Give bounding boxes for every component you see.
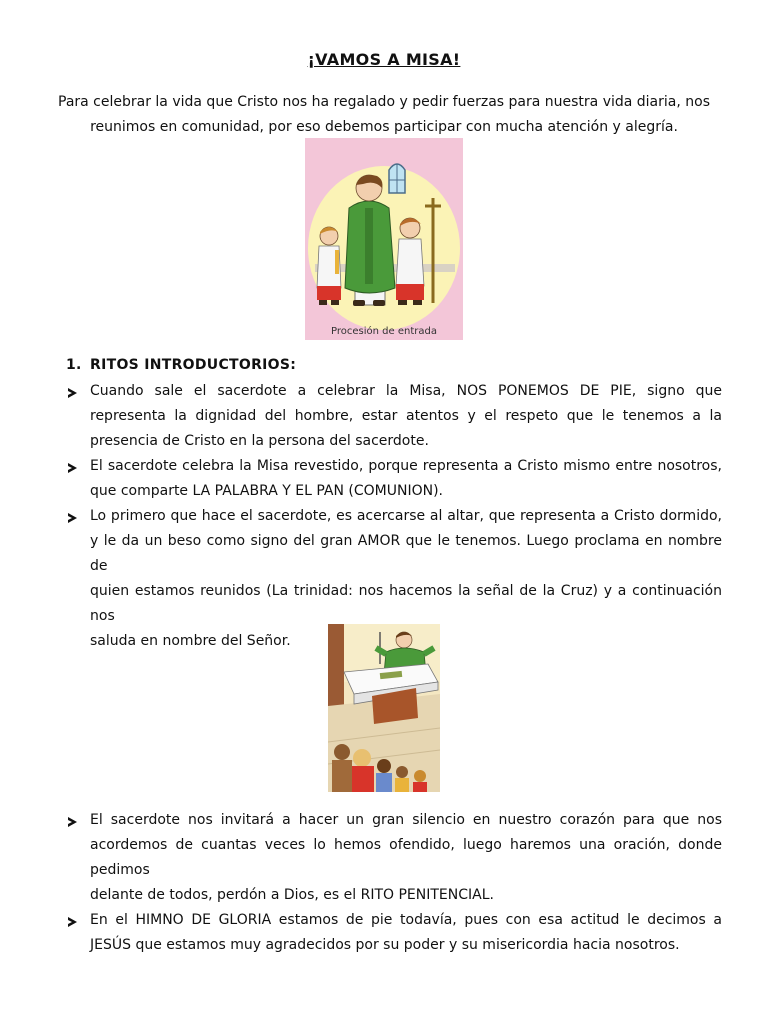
bullet-list (68, 379, 722, 654)
text-line: JESÚS que estamos muy agradecidos por su poder y su misericordia hacia nosotros. (90, 937, 680, 953)
section-heading (66, 357, 296, 373)
procession-illustration (305, 138, 463, 340)
altar-server-right (396, 218, 424, 305)
arrow-bullet-icon (68, 513, 77, 523)
section-number: 1. (66, 357, 82, 373)
text-line: Lo primero que hace el sacerdote, es acercarse al altar, que representa a Cristo dormido, (90, 508, 722, 524)
text-line: saluda en nombre del Señor. (90, 633, 291, 649)
text-line: El sacerdote celebra la Misa revestido, porque representa a Cristo mismo entre nosotros, (90, 458, 722, 474)
altar-server-left (317, 227, 341, 305)
text-line: y le da un beso como signo del gran AMOR que le tenemos. Luego proclama en nombre de (90, 533, 722, 574)
text-line: acordemos de cuantas veces lo hemos ofendido, luego haremos una oración, donde pedimos (90, 837, 722, 878)
text-line: Cuando sale el sacerdote a celebrar la Misa, NOS PONEMOS DE PIE, signo que (90, 383, 722, 399)
arrow-bullet-icon (68, 817, 77, 827)
text-line: presencia de Cristo en la persona del sacerdote. (90, 433, 429, 449)
altar-illustration (328, 624, 440, 792)
intro-paragraph (48, 90, 720, 140)
text-line: quien estamos reunidos (La trinidad: nos hacemos la señal de la Cruz) y a continuación nos (90, 583, 722, 624)
section-title: RITOS INTRODUCTORIOS: (90, 357, 297, 373)
text-line: En el HIMNO DE GLORIA estamos de pie todavía, pues con esa actitud le decimos a (90, 912, 722, 928)
text-line: que comparte LA PALABRA Y EL PAN (COMUNION). (90, 483, 443, 499)
list-item (68, 454, 722, 504)
intro-line: reunimos en comunidad, por eso debemos participar con mucha atención y alegría. (90, 119, 678, 135)
text-line: El sacerdote nos invitará a hacer un gran silencio en nuestro corazón para que nos (90, 812, 722, 828)
bullet-list (68, 808, 722, 958)
text-line: representa la dignidad del hombre, estar atentos y el respeto que le tenemos a la (90, 408, 722, 424)
arrow-bullet-icon (68, 917, 77, 927)
page-title: ¡VAMOS A MISA! (307, 50, 461, 69)
list-item (68, 908, 722, 958)
arrow-bullet-icon (68, 463, 77, 473)
intro-line: Para celebrar la vida que Cristo nos ha regalado y pedir fuerzas para nuestra vida diaria, nos (58, 94, 710, 110)
text-line: delante de todos, perdón a Dios, es el RITO PENITENCIAL. (90, 887, 494, 903)
figure-caption: Procesión de entrada (331, 326, 437, 337)
arrow-bullet-icon (68, 388, 77, 398)
list-item (68, 379, 722, 454)
window-icon (389, 164, 405, 193)
list-item (68, 808, 722, 908)
